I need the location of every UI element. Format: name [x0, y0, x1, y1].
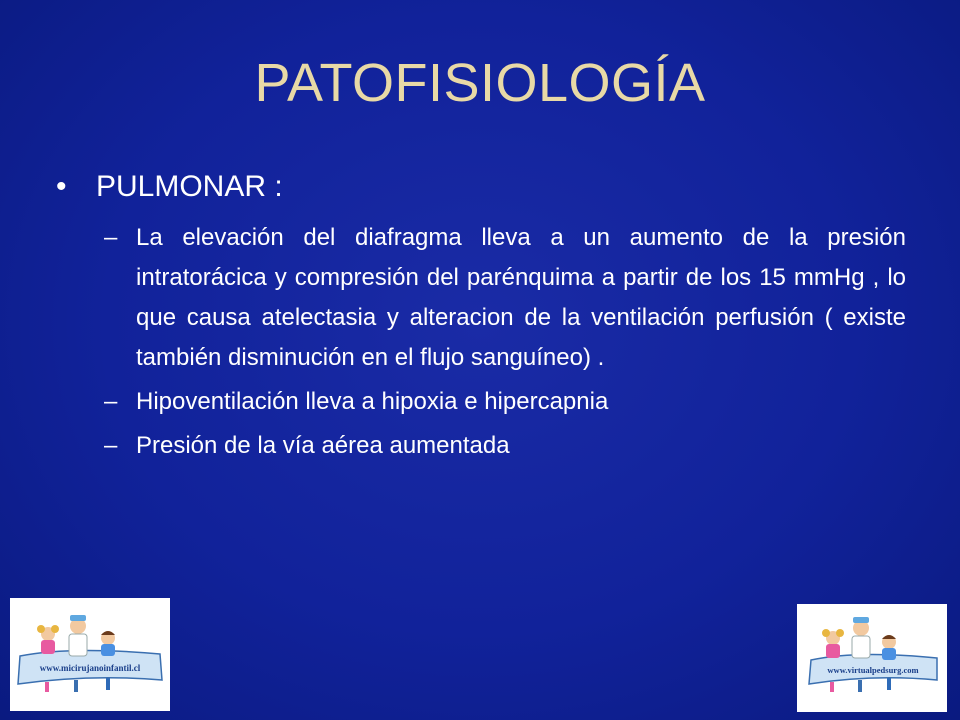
sub-bullet-list	[104, 218, 906, 466]
bullet-marker: •	[56, 170, 67, 203]
sub-bullet-item	[104, 426, 906, 466]
dash-marker: –	[104, 224, 118, 251]
logo-left-text: www.micirujanoinfantil.cl	[39, 663, 141, 673]
logo-virtualpedsurg	[797, 604, 947, 712]
slide-title: PATOFISIOLOGÍA	[254, 53, 706, 113]
bullet-pulmonar	[56, 170, 906, 204]
kids-doctor-logo-icon	[797, 604, 947, 712]
kids-doctor-logo-icon	[10, 598, 170, 711]
sub-bullet-text: Presión de la vía aérea aumentada	[136, 432, 510, 459]
bullet-label: PULMONAR :	[96, 170, 283, 203]
logo-right-text: www.virtualpedsurg.com	[827, 665, 919, 675]
sub-bullet-item	[104, 218, 906, 378]
sub-bullet-item	[104, 382, 906, 422]
slide-content	[56, 170, 906, 470]
sub-bullet-text: Hipoventilación lleva a hipoxia e hipercapnia	[136, 388, 609, 415]
dash-marker: –	[104, 432, 118, 459]
logo-micirujanoinfantil	[10, 598, 170, 711]
dash-marker: –	[104, 388, 118, 415]
sub-bullet-text: La elevación del diafragma lleva a un aumento de la presión intratorácica y compresión del parénquima a partir de los 15 mmHg , lo que causa atelectasia y alteracion de la ventilación perfusión ( existe también disminución en el flujo sanguíneo) .	[136, 224, 906, 371]
